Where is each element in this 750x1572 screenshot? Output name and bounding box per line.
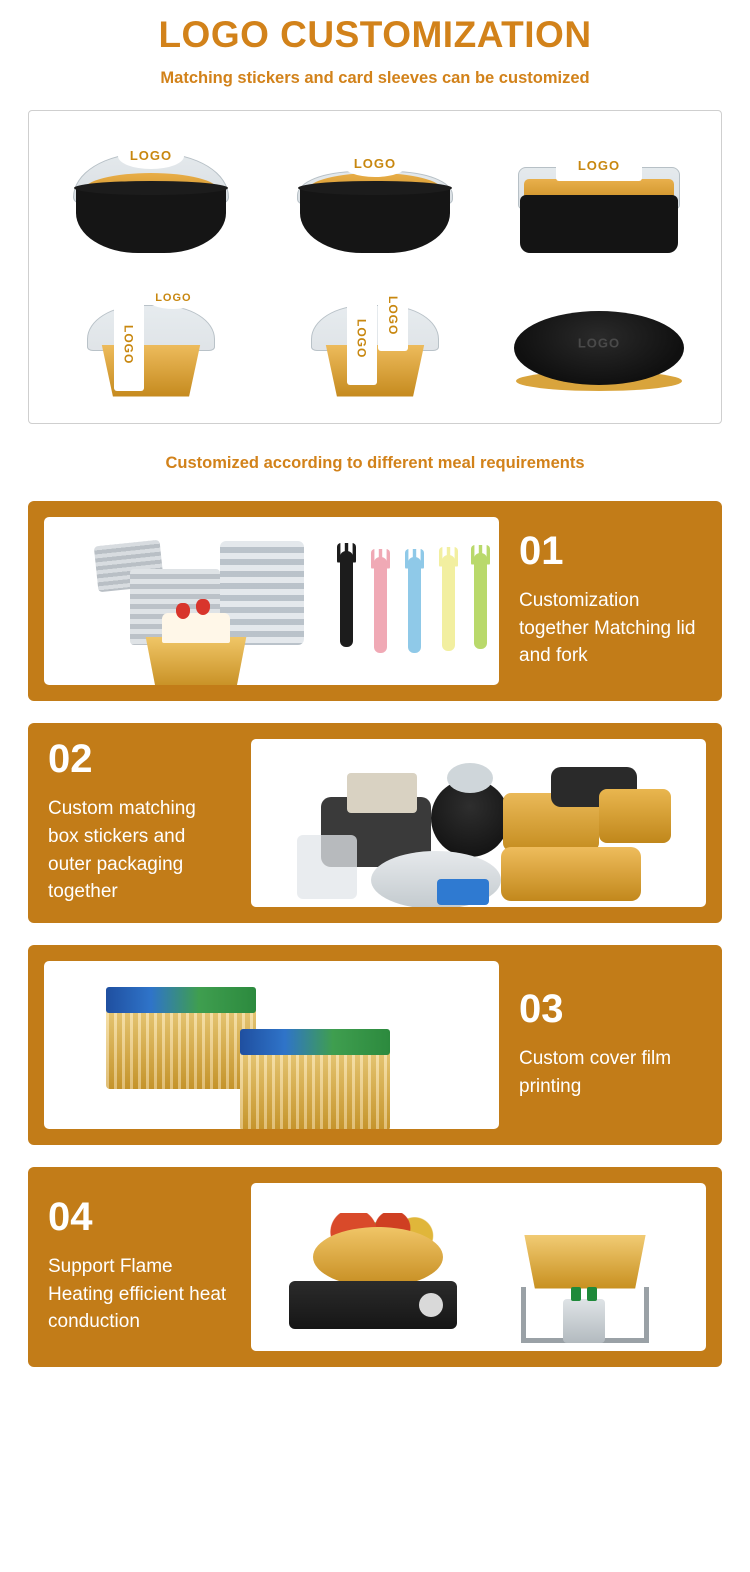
fork-icon	[442, 555, 455, 651]
plastic-wrap	[297, 835, 357, 899]
fork-icon	[408, 557, 421, 653]
portable-gas-stove-icon	[289, 1281, 457, 1329]
page-header	[0, 0, 750, 92]
dessert-icon	[162, 613, 230, 643]
black-plate	[514, 311, 684, 385]
showcase-row-bottom	[39, 273, 711, 403]
section-subtitle: Customized according to different meal requirements	[165, 453, 585, 472]
feature-card-04	[28, 1167, 722, 1367]
showcase-item-round-black-bowl-dome-lid	[51, 131, 251, 259]
clear-cap	[87, 305, 215, 351]
showcase-item-round-black-bowl-flat-lid	[275, 131, 475, 259]
black-bowl-base	[300, 187, 450, 253]
container-art	[300, 156, 450, 253]
feature-text-03	[515, 961, 706, 1129]
showcase-item-black-round-plate-gold-rim	[499, 275, 699, 403]
black-box-base	[520, 195, 678, 253]
feature-card-list	[0, 501, 750, 1367]
feature-description: Custom matching box stickers and outer packaging together	[48, 798, 196, 903]
logo-card-sleeve: LOGO	[114, 299, 144, 391]
fork-icon	[474, 553, 487, 649]
gold-box-with-film-2	[240, 1049, 390, 1129]
embossed-logo: LOGO	[577, 335, 621, 351]
feature-media-04	[251, 1183, 706, 1351]
feature-text-02	[44, 739, 235, 907]
feature-text-04	[44, 1183, 235, 1351]
feature-description: Custom cover film printing	[519, 1048, 672, 1097]
feature-number: 04	[48, 1195, 93, 1240]
logo-card-sleeve-2: LOGO	[378, 281, 408, 351]
printed-cover-film	[240, 1029, 390, 1055]
box-ribs	[240, 1049, 390, 1129]
box-ribs	[106, 1007, 256, 1089]
gold-pan-icon	[313, 1227, 443, 1287]
container-art	[76, 148, 226, 253]
feature-card-03	[28, 945, 722, 1145]
showcase-item-rectangular-black-box-lid	[499, 131, 699, 259]
printed-card-sleeve	[347, 773, 417, 813]
clear-dome-lid	[447, 763, 493, 793]
gold-foil-tray-icon	[519, 1235, 651, 1289]
logo-sticker: LOGO	[118, 143, 184, 169]
logo-card-sleeve: LOGO	[347, 293, 377, 385]
gold-box-with-film-1	[106, 1007, 256, 1089]
page-title: LOGO CUSTOMIZATION	[158, 14, 592, 55]
gold-bowl-group	[599, 789, 671, 843]
feature-card-01	[28, 501, 722, 701]
strawberry-icon	[176, 603, 190, 619]
feature-number: 02	[48, 737, 93, 782]
blue-label	[437, 879, 489, 905]
printed-cover-film	[106, 987, 256, 1013]
strawberry-icon	[196, 599, 210, 615]
gold-cup-base	[95, 345, 207, 397]
feature-number: 01	[519, 529, 564, 574]
feature-number: 03	[519, 987, 564, 1031]
feature-description: Support Flame Heating efficient heat conduction	[48, 1256, 227, 1333]
gold-tray-stack	[501, 847, 641, 901]
product-showcase-panel	[28, 110, 722, 424]
feature-media-02	[251, 739, 706, 907]
container-art	[95, 291, 207, 397]
container-art	[319, 295, 431, 397]
container-art	[514, 311, 684, 385]
fuel-canister-icon	[563, 1299, 605, 1343]
page-subtitle: Matching stickers and card sleeves can be customized	[160, 68, 590, 87]
feature-card-02	[28, 723, 722, 923]
container-art	[520, 158, 678, 253]
clear-lid-stack-icon	[220, 541, 304, 645]
feature-media-03	[44, 961, 499, 1129]
stove-knob-icon	[419, 1293, 443, 1317]
fork-icon	[340, 551, 353, 647]
fork-icon	[374, 557, 387, 653]
logo-sticker: LOGO	[556, 151, 642, 181]
black-bowl-base	[76, 187, 226, 253]
showcase-item-square-gold-cup-clear-cap	[51, 275, 251, 403]
gold-foil-tray-icon	[140, 637, 252, 685]
feature-description: Customization together Matching lid and fork	[519, 590, 696, 667]
feature-media-01	[44, 517, 499, 685]
feature-text-01	[515, 517, 706, 685]
showcase-row-top	[39, 129, 711, 259]
logo-sticker: LOGO	[342, 151, 408, 177]
showcase-item-round-gold-cup-clear-cap	[275, 275, 475, 403]
logo-sticker: LOGO	[146, 287, 200, 309]
packed-goods-art	[251, 739, 706, 907]
